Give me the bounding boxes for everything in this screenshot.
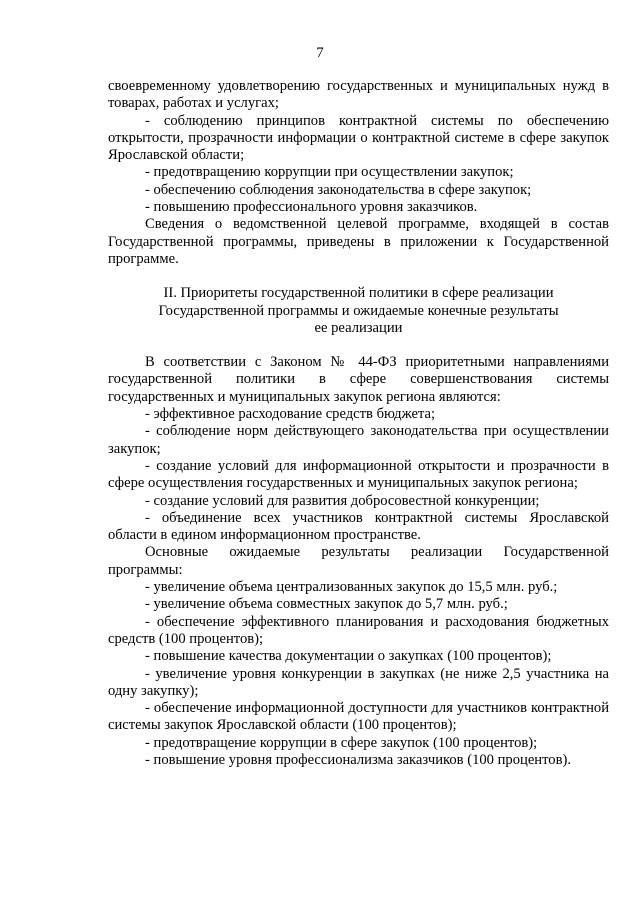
- results-lead-paragraph: Основные ожидаемые результаты реализации Государственной программы:: [108, 544, 609, 578]
- document-body: [108, 78, 609, 769]
- list-item: - обеспечение эффективного планирования и расходования бюджетных средств (100 процентов);: [108, 613, 609, 647]
- section-heading-line: Государственной программы и ожидаемые конечные результаты: [158, 302, 559, 319]
- priorities-lead-paragraph: В соответствии с Законом № 44-ФЗ приоритетными направлениями государственной политики в сфере совершенствования системы государственных и муниципальных закупок региона являются:: [108, 354, 609, 405]
- page-number: 7: [316, 45, 324, 61]
- list-item: - создание условий для развития добросовестной конкуренции;: [145, 492, 540, 509]
- list-item: - эффективное расходование средств бюджета;: [145, 406, 436, 423]
- section-heading-line: ее реализации: [314, 319, 403, 336]
- list-item: - увеличение уровня конкуренции в закупках (не ниже 2,5 участника на одну закупку);: [108, 665, 609, 699]
- list-item: - соблюдению принципов контрактной системы по обеспечению открытости, прозрачности информации о контрактной системе в сфере закупок Ярославской области;: [108, 112, 609, 164]
- section-heading: [108, 285, 609, 337]
- list-item: - предотвращение коррупции в сфере закупок (100 процентов);: [145, 734, 538, 751]
- list-item: - повышение качества документации о закупках (100 процентов);: [145, 648, 552, 665]
- section-heading-line: II. Приоритеты государственной политики в сфере реализации: [163, 285, 554, 302]
- list-item: - обеспечение информационной доступности для участников контрактной системы закупок Ярославской области (100 процентов);: [108, 700, 609, 734]
- list-item: - увеличение объема совместных закупок до 5,7 млн. руб.;: [145, 596, 508, 613]
- list-item: - объединение всех участников контрактной системы Ярославской области в едином информационном пространстве.: [108, 509, 609, 544]
- list-item: - увеличение объема централизованных закупок до 15,5 млн. руб.;: [145, 579, 558, 596]
- list-item: - повышению профессионального уровня заказчиков.: [145, 199, 478, 216]
- list-item: - повышение уровня профессионализма заказчиков (100 процентов).: [145, 751, 571, 768]
- list-item: - соблюдение норм действующего законодательства при осуществлении закупок;: [108, 423, 609, 457]
- list-item: - создание условий для информационной открытости и прозрачности в сфере осуществления государственных и муниципальных закупок региона;: [108, 457, 609, 492]
- info-paragraph: Сведения о ведомственной целевой программе, входящей в состав Государственной программы, приведены в приложении к Государственной программе.: [108, 216, 609, 267]
- list-item: - обеспечению соблюдения законодательства в сфере закупок;: [145, 181, 532, 198]
- list-item: - предотвращению коррупции при осуществлении закупок;: [145, 164, 514, 181]
- continuation-paragraph: своевременному удовлетворению государственных и муниципальных нужд в товарах, работах и услугах;: [108, 78, 609, 112]
